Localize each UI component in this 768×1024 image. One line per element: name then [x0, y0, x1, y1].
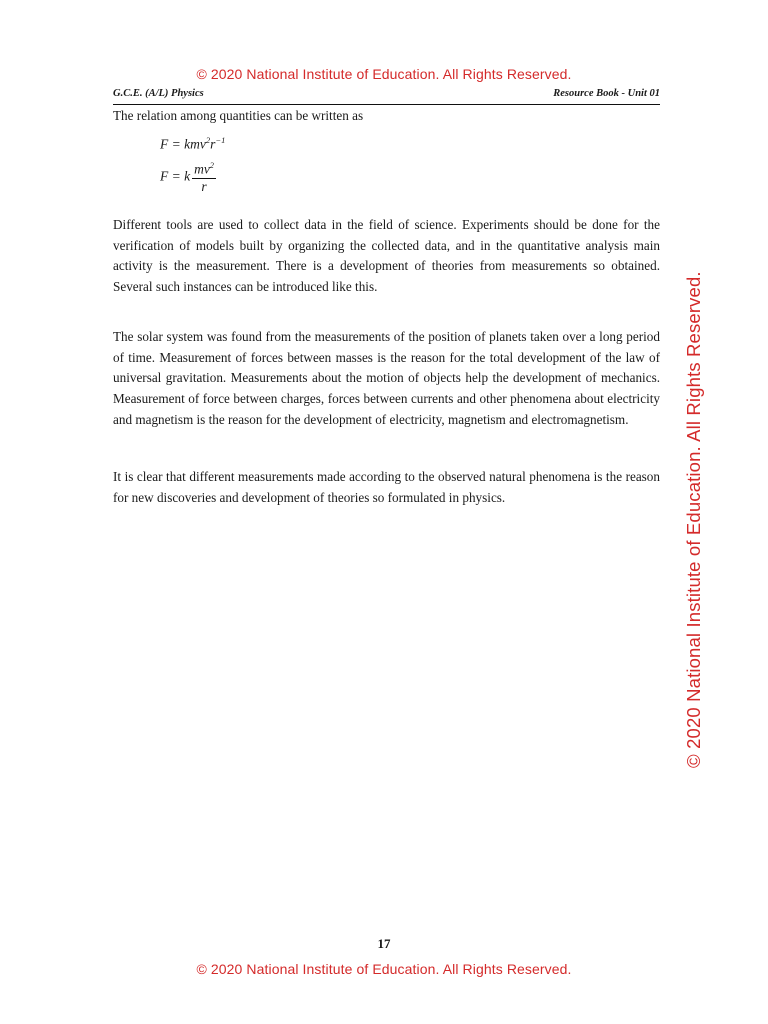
copyright-notice-bottom: © 2020 National Institute of Education. All Rights Reserved. — [196, 961, 572, 977]
page-number: 17 — [377, 936, 391, 951]
paragraph-data-collection: Different tools are used to collect data in the field of science. Experiments should be done for the verification of models built by organizing the collected data, and in the quantitative analysis main activity is the measurement. There is a development of theories from measurements so obtained. Several such instances can be introduced like this. — [113, 217, 660, 295]
formula-2-lhs: F = k — [160, 168, 191, 184]
copyright-notice-top: © 2020 National Institute of Education. All Rights Reserved. — [196, 66, 572, 82]
formula-1-main: F = kmv — [160, 136, 206, 152]
page-header — [113, 88, 660, 105]
formula-2 — [160, 158, 216, 195]
header-course-title: G.C.E. (A/L) Physics — [113, 88, 204, 99]
formula-2-numerator-text: mv — [194, 161, 210, 177]
paragraph-conclusion: It is clear that different measurements made according to the observed natural phenomena is the reason for new discoveries and development of theories so formulated in physics. — [113, 469, 660, 505]
intro-sentence: The relation among quantities can be written as — [113, 108, 364, 123]
formula-1-exponent-2: −1 — [215, 135, 226, 145]
formula-2-numerator-exponent: 2 — [209, 161, 214, 170]
formula-1 — [160, 135, 225, 153]
header-resource-title: Resource Book - Unit 01 — [553, 88, 660, 99]
formula-2-numerator — [192, 158, 216, 179]
formula-1-exponent-1: 2 — [205, 135, 211, 145]
formula-1-variable: r — [210, 136, 216, 152]
formula-2-fraction — [192, 158, 216, 195]
side-copyright-watermark: © 2020 National Institute of Education. All Rights Reserved. — [683, 271, 704, 768]
paragraph-measurement-examples: The solar system was found from the measurements of the position of planets taken over a long period of time. Measurement of forces between masses is the reason for the total development of the law of universal gravitation. Measurements about the motion of objects help the development of mechanics. Measurement of force between charges, forces between currents and other phenomena about electricity and magnetism is the reason for the development of electricity, magnetism and electromagnetism. — [113, 329, 660, 427]
formula-2-denominator: r — [201, 178, 207, 194]
